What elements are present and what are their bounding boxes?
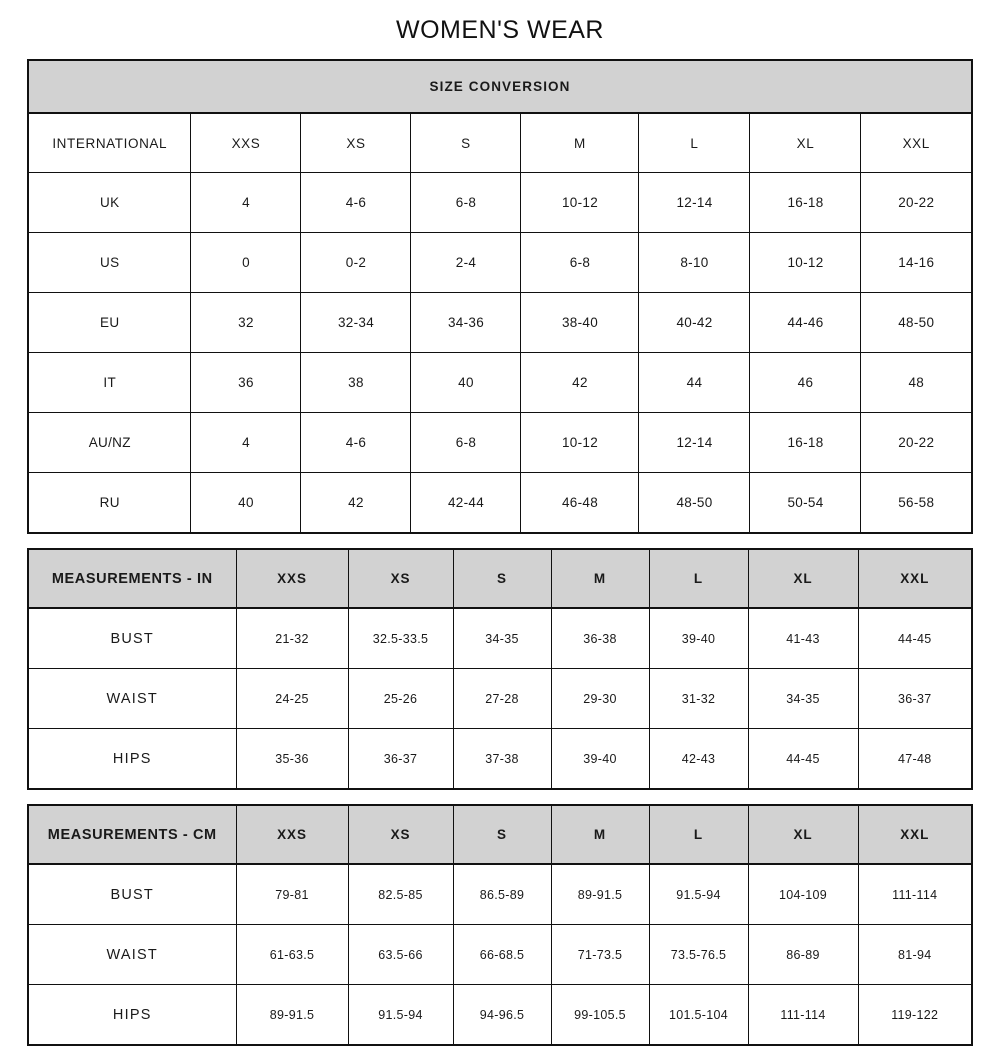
column-header-m: M bbox=[551, 805, 649, 864]
table-row bbox=[28, 985, 972, 1046]
row-label: BUST bbox=[28, 608, 236, 669]
table-cell: 36-37 bbox=[348, 729, 453, 790]
table-cell: 0 bbox=[191, 233, 301, 293]
table-cell: 2-4 bbox=[411, 233, 521, 293]
table-cell: 34-35 bbox=[453, 608, 551, 669]
row-label: WAIST bbox=[28, 925, 236, 985]
table-cell: 50-54 bbox=[750, 473, 861, 534]
table-cell: 73.5-76.5 bbox=[649, 925, 748, 985]
table-row bbox=[28, 669, 972, 729]
table-cell: 38 bbox=[301, 353, 411, 413]
row-label: BUST bbox=[28, 864, 236, 925]
column-header-s: S bbox=[453, 549, 551, 608]
table-cell: 29-30 bbox=[551, 669, 649, 729]
table-cell: 63.5-66 bbox=[348, 925, 453, 985]
table-cell: 36-38 bbox=[551, 608, 649, 669]
table-gap bbox=[0, 790, 1000, 804]
table-header-row bbox=[28, 549, 972, 608]
column-header-xxl: XXL bbox=[861, 113, 972, 173]
table-cell: 99-105.5 bbox=[551, 985, 649, 1046]
table-cell: 20-22 bbox=[861, 413, 972, 473]
row-label: HIPS bbox=[28, 729, 236, 790]
table-cell: 32.5-33.5 bbox=[348, 608, 453, 669]
table-cell: 10-12 bbox=[521, 173, 639, 233]
table-cell: 42 bbox=[301, 473, 411, 534]
table-cell: 4 bbox=[191, 173, 301, 233]
row-label: WAIST bbox=[28, 669, 236, 729]
table-row bbox=[28, 353, 972, 413]
table-cell: 12-14 bbox=[639, 413, 750, 473]
row-label: HIPS bbox=[28, 985, 236, 1046]
table-cell: 79-81 bbox=[236, 864, 348, 925]
column-header-measurements-in: MEASUREMENTS - IN bbox=[28, 549, 236, 608]
table-cell: 16-18 bbox=[750, 173, 861, 233]
column-header-l: L bbox=[649, 805, 748, 864]
table-cell: 61-63.5 bbox=[236, 925, 348, 985]
table-cell: 32-34 bbox=[301, 293, 411, 353]
measurements-inches-table bbox=[27, 548, 973, 790]
column-header-m: M bbox=[521, 113, 639, 173]
column-header-xs: XS bbox=[348, 805, 453, 864]
table-cell: 44-45 bbox=[858, 608, 972, 669]
table-row bbox=[28, 473, 972, 534]
table-cell: 25-26 bbox=[348, 669, 453, 729]
table-cell: 46 bbox=[750, 353, 861, 413]
column-header-s: S bbox=[411, 113, 521, 173]
table-cell: 35-36 bbox=[236, 729, 348, 790]
table-row bbox=[28, 925, 972, 985]
measurements-centimeters-table bbox=[27, 804, 973, 1046]
table-row bbox=[28, 173, 972, 233]
table-cell: 82.5-85 bbox=[348, 864, 453, 925]
column-header-xxs: XXS bbox=[191, 113, 301, 173]
table-cell: 56-58 bbox=[861, 473, 972, 534]
table-cell: 40 bbox=[191, 473, 301, 534]
size-conversion-band-label: SIZE CONVERSION bbox=[28, 60, 972, 113]
table-row bbox=[28, 293, 972, 353]
table-cell: 48-50 bbox=[861, 293, 972, 353]
table-cell: 89-91.5 bbox=[551, 864, 649, 925]
table-cell: 46-48 bbox=[521, 473, 639, 534]
column-header-measurements-cm: MEASUREMENTS - CM bbox=[28, 805, 236, 864]
table-cell: 104-109 bbox=[748, 864, 858, 925]
table-cell: 48-50 bbox=[639, 473, 750, 534]
table-cell: 34-36 bbox=[411, 293, 521, 353]
table-cell: 44 bbox=[639, 353, 750, 413]
table-cell: 91.5-94 bbox=[649, 864, 748, 925]
table-cell: 21-32 bbox=[236, 608, 348, 669]
table-header-row bbox=[28, 805, 972, 864]
column-header-xxl: XXL bbox=[858, 805, 972, 864]
table-header-row bbox=[28, 113, 972, 173]
table-cell: 86.5-89 bbox=[453, 864, 551, 925]
row-label: US bbox=[28, 233, 191, 293]
column-header-s: S bbox=[453, 805, 551, 864]
table-cell: 86-89 bbox=[748, 925, 858, 985]
table-gap bbox=[0, 534, 1000, 548]
table-cell: 4-6 bbox=[301, 413, 411, 473]
column-header-l: L bbox=[649, 549, 748, 608]
column-header-xxs: XXS bbox=[236, 549, 348, 608]
table-band-row bbox=[28, 60, 972, 113]
table-cell: 37-38 bbox=[453, 729, 551, 790]
table-row bbox=[28, 729, 972, 790]
table-cell: 40-42 bbox=[639, 293, 750, 353]
table-row bbox=[28, 413, 972, 473]
table-cell: 101.5-104 bbox=[649, 985, 748, 1046]
table-cell: 36-37 bbox=[858, 669, 972, 729]
column-header-xl: XL bbox=[750, 113, 861, 173]
table-cell: 81-94 bbox=[858, 925, 972, 985]
table-cell: 36 bbox=[191, 353, 301, 413]
table-cell: 10-12 bbox=[750, 233, 861, 293]
column-header-international: INTERNATIONAL bbox=[28, 113, 191, 173]
table-cell: 48 bbox=[861, 353, 972, 413]
table-cell: 27-28 bbox=[453, 669, 551, 729]
table-cell: 31-32 bbox=[649, 669, 748, 729]
table-cell: 24-25 bbox=[236, 669, 348, 729]
table-cell: 32 bbox=[191, 293, 301, 353]
column-header-xl: XL bbox=[748, 805, 858, 864]
table-cell: 8-10 bbox=[639, 233, 750, 293]
table-cell: 47-48 bbox=[858, 729, 972, 790]
row-label: RU bbox=[28, 473, 191, 534]
column-header-m: M bbox=[551, 549, 649, 608]
column-header-xl: XL bbox=[748, 549, 858, 608]
table-row bbox=[28, 233, 972, 293]
row-label: IT bbox=[28, 353, 191, 413]
table-cell: 12-14 bbox=[639, 173, 750, 233]
table-cell: 44-45 bbox=[748, 729, 858, 790]
table-cell: 39-40 bbox=[649, 608, 748, 669]
column-header-xs: XS bbox=[301, 113, 411, 173]
table-cell: 42-43 bbox=[649, 729, 748, 790]
row-label: EU bbox=[28, 293, 191, 353]
table-cell: 20-22 bbox=[861, 173, 972, 233]
table-cell: 39-40 bbox=[551, 729, 649, 790]
table-cell: 34-35 bbox=[748, 669, 858, 729]
table-cell: 4 bbox=[191, 413, 301, 473]
table-cell: 71-73.5 bbox=[551, 925, 649, 985]
page-title: WOMEN'S WEAR bbox=[396, 16, 604, 44]
column-header-l: L bbox=[639, 113, 750, 173]
table-cell: 41-43 bbox=[748, 608, 858, 669]
table-cell: 42 bbox=[521, 353, 639, 413]
table-cell: 14-16 bbox=[861, 233, 972, 293]
table-cell: 16-18 bbox=[750, 413, 861, 473]
table-row bbox=[28, 864, 972, 925]
table-cell: 42-44 bbox=[411, 473, 521, 534]
table-cell: 44-46 bbox=[750, 293, 861, 353]
column-header-xxs: XXS bbox=[236, 805, 348, 864]
table-cell: 91.5-94 bbox=[348, 985, 453, 1046]
table-cell: 6-8 bbox=[411, 413, 521, 473]
size-conversion-table bbox=[27, 59, 973, 534]
table-cell: 38-40 bbox=[521, 293, 639, 353]
row-label: UK bbox=[28, 173, 191, 233]
table-cell: 89-91.5 bbox=[236, 985, 348, 1046]
table-cell: 6-8 bbox=[411, 173, 521, 233]
table-cell: 111-114 bbox=[858, 864, 972, 925]
column-header-xs: XS bbox=[348, 549, 453, 608]
table-cell: 4-6 bbox=[301, 173, 411, 233]
table-cell: 94-96.5 bbox=[453, 985, 551, 1046]
row-label: AU/NZ bbox=[28, 413, 191, 473]
table-cell: 111-114 bbox=[748, 985, 858, 1046]
table-row bbox=[28, 608, 972, 669]
table-cell: 10-12 bbox=[521, 413, 639, 473]
table-cell: 66-68.5 bbox=[453, 925, 551, 985]
table-cell: 6-8 bbox=[521, 233, 639, 293]
column-header-xxl: XXL bbox=[858, 549, 972, 608]
table-cell: 0-2 bbox=[301, 233, 411, 293]
table-cell: 40 bbox=[411, 353, 521, 413]
table-cell: 119-122 bbox=[858, 985, 972, 1046]
